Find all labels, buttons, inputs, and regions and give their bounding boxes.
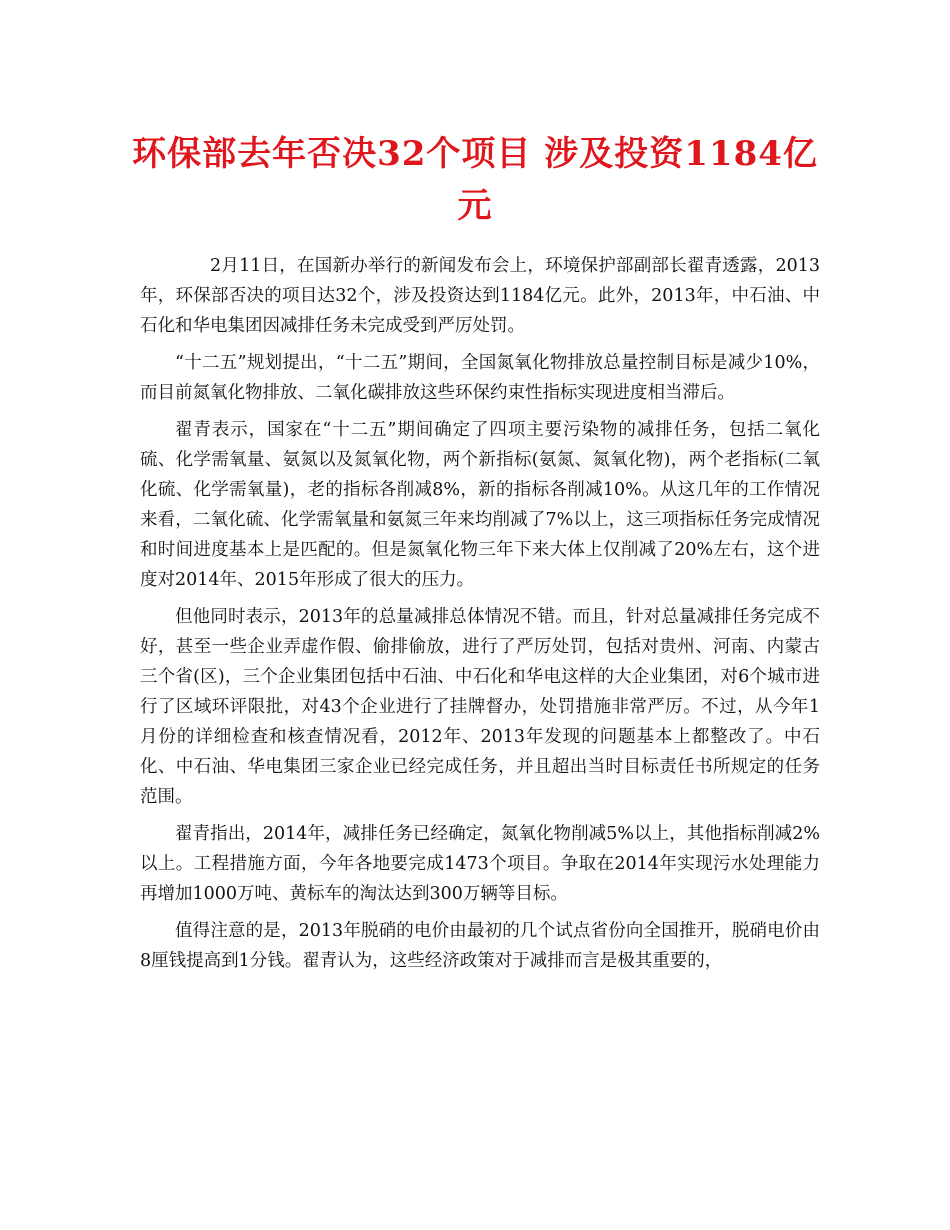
- paragraph: 翟青表示，国家在“十二五”期间确定了四项主要污染物的减排任务，包括二氧化硫、化学需氧量、氨氮以及氮氧化物，两个新指标(氨氮、氮氧化物)，两个老指标(二氧化硫、化学需氧量)，老的指标各削减8%，新的指标各削减10%。从这几年的工作情况来看，二氧化硫、化学需氧量和氨氮三年来均削减了7%以上，这三项指标任务完成情况和时间进度基本上是匹配的。但是氮氧化物三年下来大体上仅削减了20%左右，这个进度对2014年、2015年形成了很大的压力。: [140, 420, 820, 590]
- paragraph: 翟青指出，2014年，减排任务已经确定，氮氧化物削减5%以上，其他指标削减2%以上。工程措施方面，今年各地要完成1473个项目。争取在2014年实现污水处理能力再增加1000万吨、黄标车的淘汰达到300万辆等目标。: [140, 824, 820, 904]
- paragraph: “十二五”规划提出，“十二五”期间，全国氮氧化物排放总量控制目标是减少10%，而目前氮氧化物排放、二氧化碳排放这些环保约束性指标实现进度相当滞后。: [140, 353, 820, 403]
- article-body: [140, 251, 820, 983]
- paragraph: 2月11日，在国新办举行的新闻发布会上，环境保护部副部长翟青透露，2013年，环保部否决的项目达32个，涉及投资达到1184亿元。此外，2013年，中石油、中石化和华电集团因减排任务未完成受到严厉处罚。: [140, 256, 820, 336]
- paragraph: 但他同时表示，2013年的总量减排总体情况不错。而且，针对总量减排任务完成不好，甚至一些企业弄虚作假、偷排偷放，进行了严厉处罚，包括对贵州、河南、内蒙古三个省(区)，三个企业集团包括中石油、中石化和华电这样的大企业集团，对6个城市进行了区域环评限批，对43个企业进行了挂牌督办，处罚措施非常严厉。不过，从今年1月份的详细检查和核查情况看，2012年、2013年发现的问题基本上都整改了。中石化、中石油、华电集团三家企业已经完成任务，并且超出当时目标责任书所规定的任务范围。: [140, 607, 820, 807]
- paragraph: 值得注意的是，2013年脱硝的电价由最初的几个试点省份向全国推开，脱硝电价由8厘钱提高到1分钱。翟青认为，这些经济政策对于减排而言是极其重要的，: [140, 921, 820, 971]
- article-title: 环保部去年否决32个项目 涉及投资1184亿元: [132, 134, 818, 226]
